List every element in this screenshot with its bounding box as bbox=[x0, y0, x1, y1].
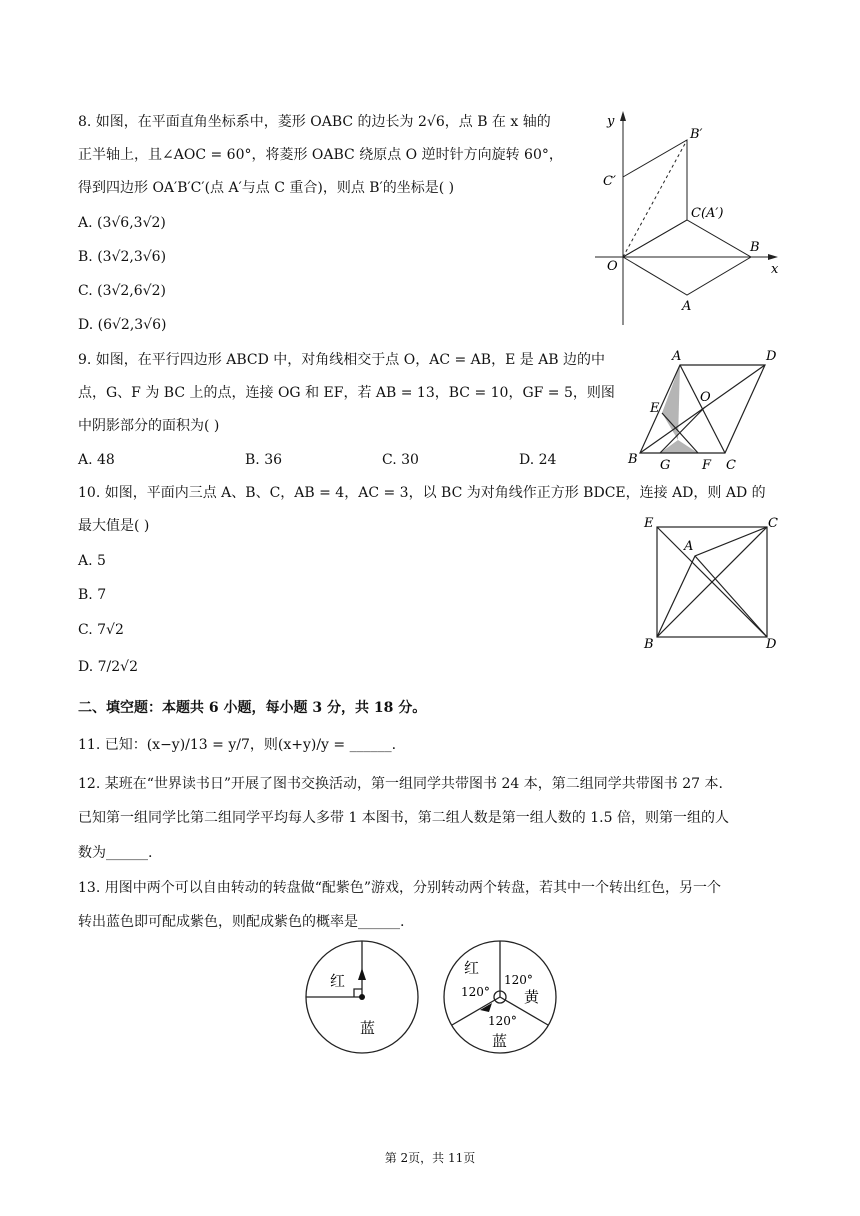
label-b: B bbox=[750, 240, 760, 255]
q9-option-d: D. 24 bbox=[519, 452, 557, 468]
q8-option-d: D. (6√2,3√6) bbox=[78, 317, 167, 333]
q8-option-b: B. (3√2,3√6) bbox=[78, 249, 167, 265]
label-x: x bbox=[771, 262, 779, 277]
q9-option-a: A. 48 bbox=[78, 452, 115, 468]
q9-option-b: B. 36 bbox=[245, 452, 283, 468]
q8-option-c: C. (3√2,6√2) bbox=[78, 283, 166, 299]
q8-figure bbox=[585, 105, 785, 330]
q10-figure bbox=[640, 512, 785, 652]
q12-line2: 已知第一组同学比第二组同学平均每人多带 1 本图书，第二组人数是第一组人数的 1.5 倍，则第一组的人 bbox=[78, 810, 729, 826]
label-b-prime: B′ bbox=[690, 127, 703, 142]
q9-line3: 中阴影部分的面积为( ) bbox=[78, 418, 220, 434]
q10-line2: 最大值是( ) bbox=[78, 518, 150, 534]
q10-option-b: B. 7 bbox=[78, 587, 107, 603]
q9-line2: 点，G、F 为 BC 上的点，连接 OG 和 EF，若 AB = 13，BC = 10，GF = 5，则图 bbox=[78, 385, 615, 401]
q8-line3: 得到四边形 OA′B′C′(点 A′与点 C 重合)，则点 B′的坐标是( ) bbox=[78, 180, 455, 196]
spinner-2 bbox=[440, 940, 570, 1060]
spinner-1-red-label: 红 bbox=[330, 972, 346, 990]
q13-line1: 13. 用图中两个可以自由转动的转盘做“配紫色”游戏，分别转动两个转盘，若其中一个转出红色，另一个 bbox=[78, 880, 722, 896]
label-c: C bbox=[768, 516, 778, 531]
label-o: O bbox=[700, 390, 711, 405]
q10-option-a: A. 5 bbox=[78, 553, 106, 569]
q9-figure bbox=[620, 345, 790, 475]
spinner-2-blue-label: 蓝 bbox=[492, 1032, 508, 1050]
q10-option-c: C. 7√2 bbox=[78, 622, 124, 638]
label-c: C bbox=[726, 458, 736, 473]
label-d: D bbox=[766, 349, 777, 364]
q12-line1: 12. 某班在“世界读书日”开展了图书交换活动，第一组同学共带图书 24 本，第二组同学共带图书 27 本. bbox=[78, 776, 723, 792]
label-f: F bbox=[702, 458, 712, 473]
page-footer: 第 2页，共 11页 bbox=[384, 1151, 476, 1165]
q10-line1: 10. 如图，平面内三点 A、B、C，AB = 4，AC = 3，以 BC 为对角线作正方形 BDCE，连接 AD，则 AD 的 bbox=[78, 485, 766, 501]
label-y: y bbox=[607, 114, 615, 129]
spinner-2-angle-red: 120° bbox=[461, 985, 490, 999]
q10-option-d: D. 7/2√2 bbox=[78, 659, 138, 675]
label-e: E bbox=[650, 401, 660, 416]
label-d: D bbox=[766, 637, 777, 652]
x-arrow bbox=[768, 254, 778, 260]
ob1-dashed bbox=[623, 140, 687, 257]
label-a: A bbox=[684, 539, 694, 554]
spinner-1-pointer bbox=[358, 968, 366, 980]
spinner-1 bbox=[300, 940, 430, 1060]
label-b: B bbox=[628, 452, 638, 467]
y-arrow bbox=[620, 111, 626, 121]
q9-option-c: C. 30 bbox=[382, 452, 419, 468]
label-b: B bbox=[644, 637, 654, 652]
shade-upper bbox=[662, 365, 680, 440]
spinner-2-yellow-label: 黄 bbox=[524, 988, 540, 1006]
label-a: A bbox=[682, 299, 692, 314]
q13-line2: 转出蓝色即可配成紫色，则配成紫色的概率是______. bbox=[78, 914, 405, 930]
spinner-1-blue-label: 蓝 bbox=[360, 1019, 376, 1037]
spinner-2-red-label: 红 bbox=[464, 959, 480, 977]
label-c-prime: C′ bbox=[603, 174, 616, 189]
q8-line2: 正半轴上，且∠AOC = 60°，将菱形 OABC 绕原点 O 逆时针方向旋转 60°， bbox=[78, 147, 563, 163]
label-c-a-prime: C(A′) bbox=[691, 206, 724, 221]
spinner-2-angle-yellow: 120° bbox=[504, 973, 533, 987]
label-e: E bbox=[644, 516, 654, 531]
spinner-1-center bbox=[359, 994, 365, 1000]
spinner-2-angle-blue: 120° bbox=[488, 1014, 517, 1028]
q12-line3: 数为______. bbox=[78, 845, 153, 861]
section-heading: 二、填空题：本题共 6 小题，每小题 3 分，共 18 分。 bbox=[78, 700, 427, 716]
q8-line1: 8. 如图，在平面直角坐标系中，菱形 OABC 的边长为 2√6，点 B 在 x 轴的 bbox=[78, 114, 551, 130]
q9-line1: 9. 如图，在平行四边形 ABCD 中，对角线相交于点 O，AC = AB，E 是 AB 边的中 bbox=[78, 352, 606, 368]
label-o: O bbox=[607, 259, 618, 274]
segment-ad bbox=[695, 556, 767, 637]
label-g: G bbox=[660, 458, 671, 473]
label-a: A bbox=[672, 349, 682, 364]
q8-option-a: A. (3√6,3√2) bbox=[78, 215, 166, 231]
q11-line: 11. 已知：(x−y)/13 = y/7，则(x+y)/y = ______. bbox=[78, 737, 397, 753]
